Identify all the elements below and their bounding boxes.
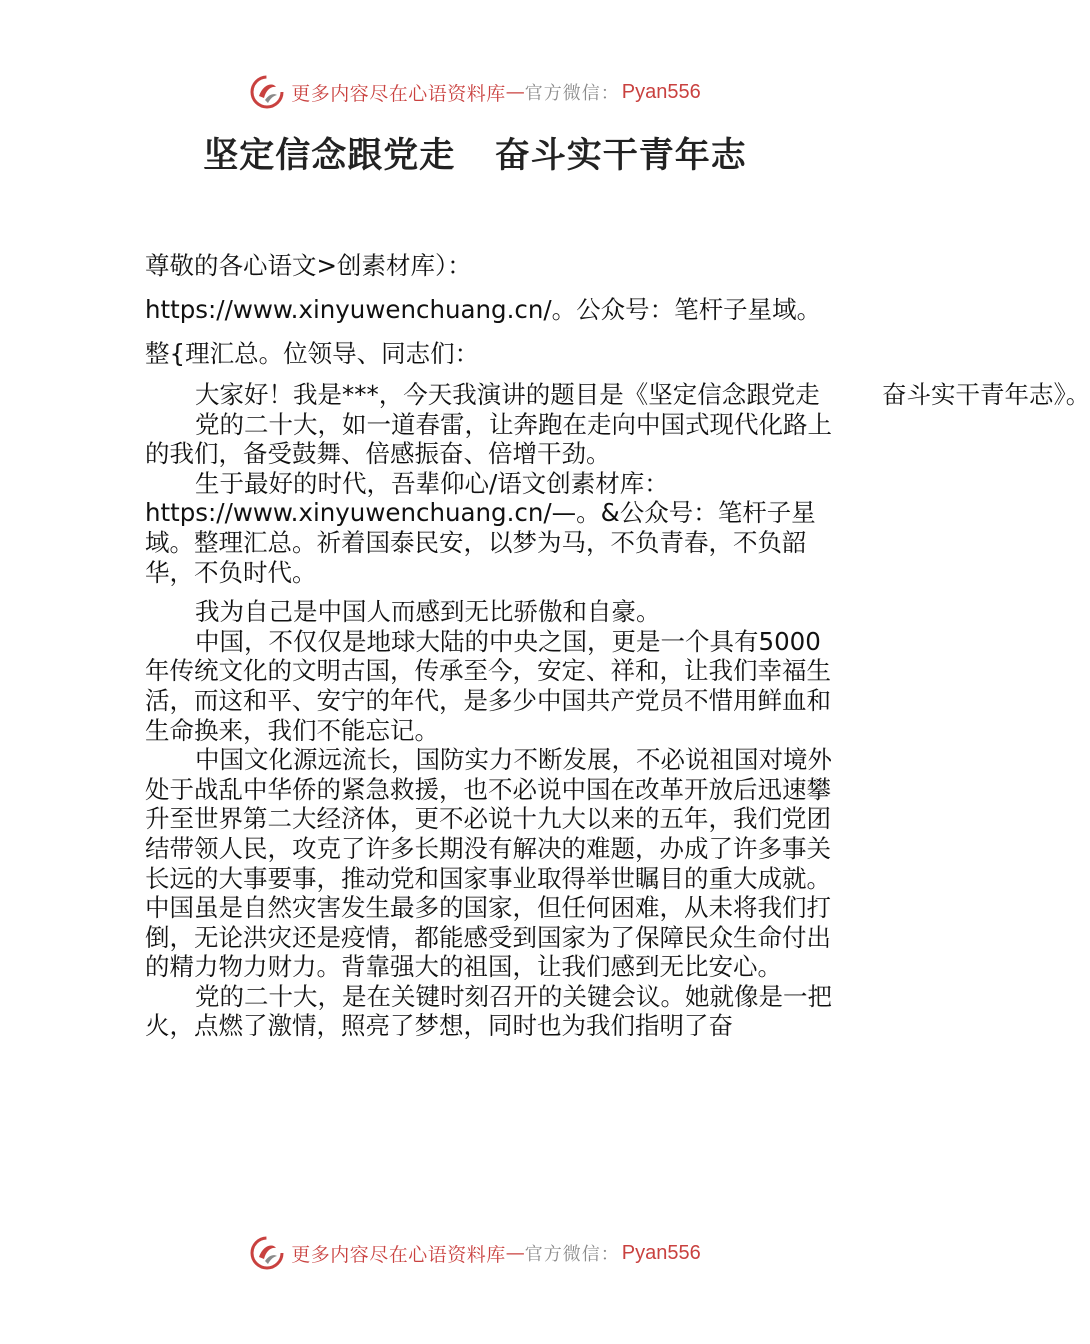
body-paragraph: 党的二十大，如一道春雷，让奔跑在走向中国式现代化路上的我们，备受鼓舞、倍感振奋、倍增干劲。 [145, 409, 832, 469]
brand-text: 更多内容尽在心语资料库 [291, 1243, 506, 1266]
body-paragraph: 中国，不仅仅是地球大陆的中央之国，更是一个具有5000年传统文化的文明古国，传承至今，安定、祥和，让我们幸福生活，而这和平、安宁的年代，是多少中国共产党员不惜用鲜血和生命换来，我们不能忘记。 [145, 626, 831, 745]
brand-logo-icon [249, 1235, 285, 1271]
banner-separator: — [505, 1242, 525, 1264]
header-watermark-banner [0, 72, 950, 112]
wechat-label: 官方微信： [524, 83, 620, 104]
salutation-paragraph: 尊敬的各心语文>创素材库）：https://www.xinyuwenchuang.cn/。公众号：笔杆子星域。整{理汇总。位领导、同志们： [145, 251, 822, 368]
banner-separator: — [505, 81, 525, 103]
body-paragraph: 大家好！我是***，今天我演讲的题目是《坚定信念跟党走 奋斗实干青年志》。 [195, 380, 1090, 409]
document-body [145, 244, 1090, 1041]
footer-watermark-banner [0, 1233, 950, 1273]
document-title: 坚定信念跟党走 奋斗实干青年志 [203, 135, 747, 176]
body-paragraph: 我为自己是中国人而感到无比骄傲和自豪。 [195, 597, 661, 627]
wechat-label: 官方微信： [524, 1244, 620, 1265]
brand-text: 更多内容尽在心语资料库 [291, 82, 506, 105]
brand-logo-icon [249, 74, 285, 110]
wechat-id: Pyan556 [621, 1241, 701, 1264]
body-paragraph: 中国文化源远流长，国防实力不断发展，不必说祖国对境外处于战乱中华侨的紧急救援，也不必说中国在改革开放后迅速攀升至世界第二大经济体，更不必说十九大以来的五年，我们党团结带领人民，攻克了许多长期没有解决的难题，办成了许多事关长远的大事要事，推动党和国家事业取得举世瞩目的重大成就。中国虽是自然灾害发生最多的国家，但任何困难，从未将我们打倒，无论洪灾还是疫情，都能感受到国家为了保障民众生命付出的精力物力财力。背靠强大的祖国，让我们感到无比安心。 [145, 745, 832, 982]
wechat-id: Pyan556 [621, 80, 701, 103]
body-paragraph: 生于最好的时代，吾辈仰心/语文创素材库：https://www.xinyuwenchuang.cn/—。&公众号：笔杆子星域。整理汇总。祈着国泰民安，以梦为马，不负青春，不负韶华，不负时代。 [145, 468, 816, 587]
body-paragraph: 党的二十大，是在关键时刻召开的关键会议。她就像是一把火，点燃了激情，照亮了梦想，同时也为我们指明了奋 [145, 981, 832, 1041]
